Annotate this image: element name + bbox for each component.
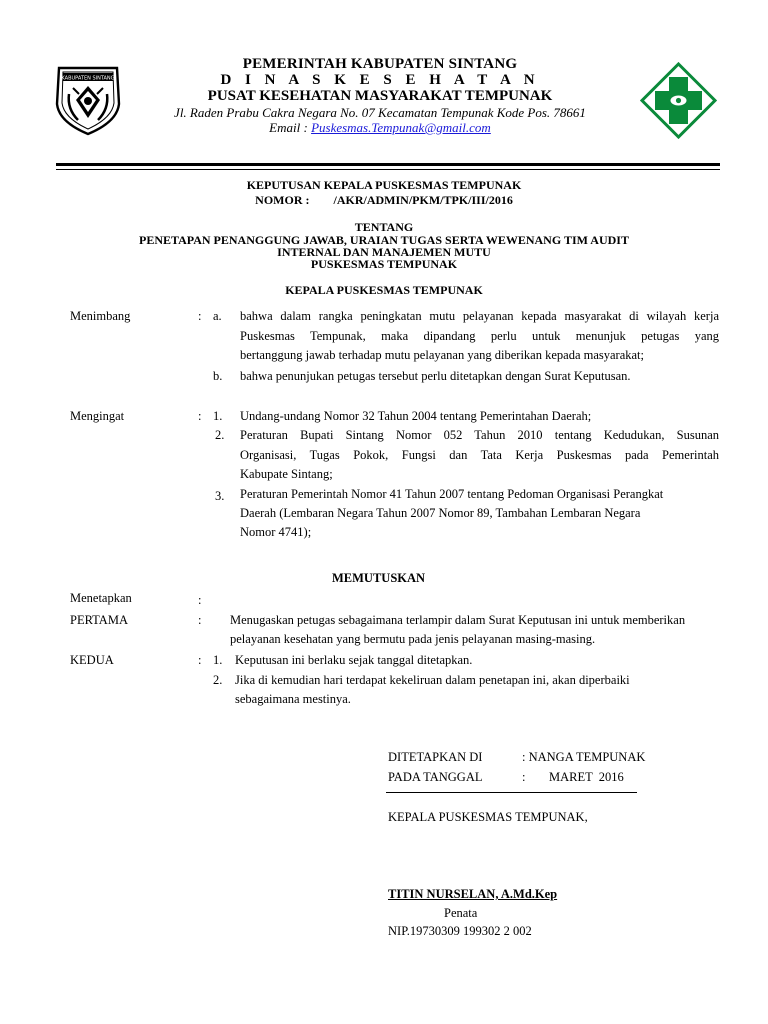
- letterhead-email-line: [140, 120, 620, 136]
- menimbang-a-line1: bahwa dalam rangka peningkatan mutu pelayanan kepada masyarakat di wilayah kerja: [240, 309, 719, 323]
- mengingat-2-line2: Organisasi, Tugas Pokok, Fungsi dan Tata Kerja Puskesmas pada Pemerintah: [240, 448, 719, 462]
- mengingat-2-line1: Peraturan Bupati Sintang Nomor 052 Tahun 2010 tentang Kedudukan, Susunan: [240, 428, 719, 442]
- pertama-line2: pelayanan kesehatan yang bermutu pada jenis pelayanan masing-masing.: [230, 632, 596, 646]
- pertama-label: PERTAMA: [70, 613, 128, 627]
- menimbang-label: Menimbang: [70, 309, 131, 323]
- decree-number: NOMOR : /AKR/ADMIN/PKM/TPK/III/2016: [255, 193, 513, 207]
- mengingat-colon: :: [198, 409, 202, 423]
- menimbang-a-line3: bertanggung jawab terhadap mutu pelayanan yang diberikan kepada masyarakat;: [240, 348, 645, 362]
- kedua-1-line1: Keputusan ini berlaku sejak tanggal ditetapkan.: [235, 653, 473, 667]
- mengingat-2-line3: Kabupate Sintang;: [240, 467, 333, 481]
- email-label: Email :: [269, 120, 312, 135]
- menimbang-a-line2: Puskesmas Tempunak, maka dipandang perlu untuk menunjuk petugas yang: [240, 329, 719, 343]
- mengingat-1-marker: 1.: [213, 409, 223, 423]
- kedua-label: KEDUA: [70, 653, 114, 667]
- pertama-line1: Menugaskan petugas sebagaimana terlampir dalam Surat Keputusan ini untuk memberikan: [230, 613, 686, 627]
- letterhead-government: PEMERINTAH KABUPATEN SINTANG: [242, 56, 518, 72]
- signature-place-label: DITETAPKAN DI: [388, 750, 483, 764]
- signature-nip: NIP.19730309 199302 2 002: [388, 924, 532, 938]
- letterhead-rule-thick: [56, 163, 720, 166]
- email-link[interactable]: Puskesmas.Tempunak@gmail.com: [311, 120, 491, 135]
- kedua-1-marker: 1.: [213, 653, 223, 667]
- pertama-colon: :: [198, 613, 202, 627]
- letterhead-address: Jl. Raden Prabu Cakra Negara No. 07 Kecamatan Tempunak Kode Pos. 78661: [174, 105, 586, 120]
- menimbang-b-marker: b.: [213, 369, 223, 383]
- mengingat-3-line3: Nomor 4741);: [240, 525, 312, 539]
- decree-official: KEPALA PUSKESMAS TEMPUNAK: [285, 283, 483, 297]
- menetapkan-label: Menetapkan: [70, 591, 132, 605]
- menimbang-a-marker: a.: [213, 309, 222, 323]
- signature-divider: [386, 792, 637, 793]
- kedua-2-line1: Jika di kemudian hari terdapat kekeliruan dalam penetapan ini, akan diperbaiki: [235, 673, 630, 687]
- seal-banner: KABUPATEN SINTANG: [61, 75, 115, 82]
- letterhead-institution: PUSAT KESEHATAN MASYARAKAT TEMPUNAK: [207, 88, 553, 104]
- letterhead-agency: D I N A S K E S E H A T A N: [220, 72, 540, 88]
- decree-subject-2: INTERNAL DAN MANAJEMEN MUTU: [277, 245, 491, 259]
- puskesmas-logo-icon: [640, 62, 717, 139]
- signature-rank: Penata: [444, 906, 478, 920]
- menimbang-b-line1: bahwa penunjukan petugas tersebut perlu ditetapkan dengan Surat Keputusan.: [240, 369, 631, 383]
- signature-date-colon: :: [522, 770, 526, 784]
- menimbang-colon: :: [198, 309, 202, 323]
- signature-date-value: MARET 2016: [549, 770, 624, 784]
- decree-title: KEPUTUSAN KEPALA PUSKESMAS TEMPUNAK: [246, 178, 522, 192]
- mengingat-2-marker: 2.: [215, 428, 225, 442]
- regency-seal-icon: [53, 64, 123, 136]
- decree-subject-1: PENETAPAN PENANGGUNG JAWAB, URAIAN TUGAS SERTA WEWENANG TIM AUDIT: [139, 233, 629, 247]
- menetapkan-colon: :: [198, 593, 202, 607]
- mengingat-1-line1: Undang-undang Nomor 32 Tahun 2004 tentang Pemerintahan Daerah;: [240, 409, 592, 423]
- signature-position: KEPALA PUSKESMAS TEMPUNAK,: [388, 810, 588, 824]
- mengingat-label: Mengingat: [70, 409, 125, 423]
- mengingat-3-line1: Peraturan Pemerintah Nomor 41 Tahun 2007 tentang Pedoman Organisasi Perangkat: [240, 487, 664, 501]
- signature-place-value: : NANGA TEMPUNAK: [522, 750, 646, 764]
- decree-about: TENTANG: [354, 220, 414, 234]
- signature-name: TITIN NURSELAN, A.Md.Kep: [388, 887, 558, 901]
- signature-date-label: PADA TANGGAL: [388, 770, 483, 784]
- kedua-2-line2: sebagaimana mestinya.: [235, 692, 351, 706]
- kedua-colon: :: [198, 653, 202, 667]
- decree-subject-3: PUSKESMAS TEMPUNAK: [310, 257, 458, 271]
- mengingat-3-marker: 3.: [215, 489, 225, 503]
- mengingat-3-line2: Daerah (Lembaran Negara Tahun 2007 Nomor 89, Tambahan Lembaran Negara: [240, 506, 641, 520]
- decision-heading: MEMUTUSKAN: [332, 571, 426, 585]
- kedua-2-marker: 2.: [213, 673, 223, 687]
- letterhead-rule-thin: [56, 169, 720, 170]
